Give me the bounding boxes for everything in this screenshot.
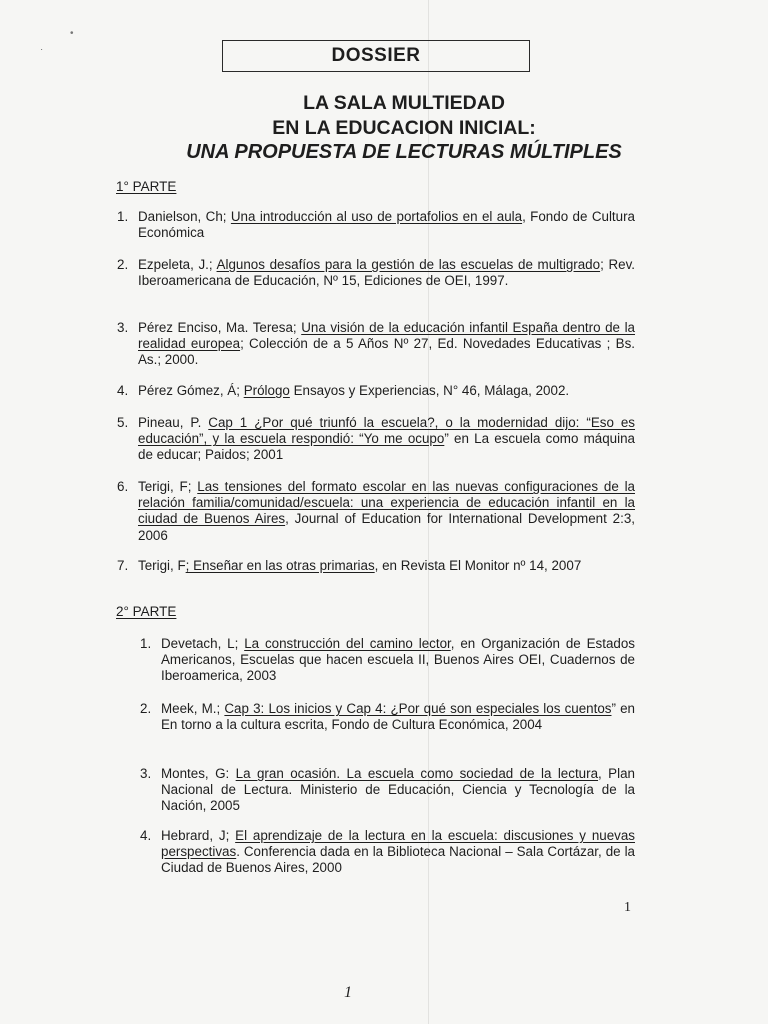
reference-text xyxy=(138,209,635,241)
reference-text xyxy=(138,479,635,544)
reference-details: , Journal of Education for International Development 2:3, 2006 xyxy=(138,511,636,543)
reference-title: Una introducción al uso de portafolios en el aula xyxy=(230,209,523,224)
item-number: 1. xyxy=(117,209,129,224)
reference-details: , Plan Nacional de Lectura. Ministerio de Educación, Ciencia y Tecnología de la Nación, 2005 xyxy=(161,766,635,814)
dossier-label: DOSSIER xyxy=(331,45,421,66)
reference-text xyxy=(138,558,635,574)
reference-text xyxy=(138,257,635,289)
reference-title: Cap 1 ¿Por qué triunfó la escuela?, o la modernidad dijo: “Eso es educación”, y la escuela respondió: “Yo me ocupo xyxy=(138,415,636,447)
reference-author: Hebrard, J; xyxy=(161,828,236,843)
subtitle: UNA PROPUESTA DE LECTURAS MÚLTIPLES xyxy=(186,141,622,163)
page-number: 1 xyxy=(624,900,631,915)
reference-author: Ezpeleta, J.; xyxy=(138,257,217,272)
reference-text xyxy=(138,415,635,464)
reference-details: , en Revista El Monitor nº 14, 2007 xyxy=(374,558,582,573)
title-line-2: EN LA EDUCACION INICIAL: xyxy=(272,117,536,139)
part-1-heading: 1° PARTE xyxy=(116,179,177,194)
reference-details: , en Organización de Estados Americanos, Escuelas que hacen escuela II, Buenos Aires OEI, Cuadernos de Iberoamerica, 2003 xyxy=(161,636,635,684)
item-number: 2. xyxy=(117,257,129,272)
reference-title: Algunos desafíos para la gestión de las escuelas de multigrado xyxy=(216,257,601,272)
scan-speck: • xyxy=(70,28,74,39)
item-number: 4. xyxy=(140,828,152,843)
reference-details: . Conferencia dada en la Biblioteca Nacional – Sala Cortázar, de la Ciudad de Buenos Aires, 2000 xyxy=(161,844,635,876)
reference-title: La construcción del camino lector xyxy=(244,636,451,651)
item-number: 2. xyxy=(140,701,152,716)
item-number: 3. xyxy=(117,320,129,335)
reference-details: ” en La escuela como máquina de educar; Paidos; 2001 xyxy=(138,431,635,463)
item-number: 3. xyxy=(140,766,152,781)
reference-details: , Fondo de Cultura Económica xyxy=(138,209,635,241)
reference-details: ; Colección de a 5 Años Nº 27, Ed. Novedades Educativas ; Bs. As.; 2000. xyxy=(138,336,635,368)
reference-author: Montes, G: xyxy=(161,766,236,781)
reference-details: ” en En torno a la cultura escrita, Fondo de Cultura Económica, 2004 xyxy=(161,701,635,733)
reference-author: Meek, M.; xyxy=(161,701,225,716)
reference-title: El aprendizaje de la lectura en la escuela: discusiones y nuevas perspectivas xyxy=(161,828,635,860)
reference-author: Devetach, L; xyxy=(161,636,245,651)
scan-speck: ⋅ xyxy=(40,45,44,56)
reference-details: Ensayos y Experiencias, N° 46, Málaga, 2002. xyxy=(289,383,570,398)
item-number: 7. xyxy=(117,558,129,573)
item-number: 5. xyxy=(117,415,129,430)
reference-author: Pineau, P. xyxy=(138,415,209,430)
reference-title: Cap 3: Los inicios y Cap 4: ¿Por qué son especiales los cuentos xyxy=(224,701,612,716)
reference-title: Una visión de la educación infantil España dentro de la realidad europea xyxy=(138,320,635,352)
reference-text xyxy=(161,828,635,877)
item-number: 6. xyxy=(117,479,129,494)
reference-author: Danielson, Ch; xyxy=(138,209,231,224)
reference-author: Pérez Gómez, Á; xyxy=(138,383,244,398)
reference-author: Pérez Enciso, Ma. Teresa; xyxy=(138,320,302,335)
reference-author: Terigi, F; xyxy=(138,479,198,494)
reference-title: La gran ocasión. La escuela como sociedad de la lectura xyxy=(235,766,599,781)
part-2-heading: 2° PARTE xyxy=(116,604,177,619)
reference-text xyxy=(138,320,635,369)
reference-text xyxy=(161,701,635,733)
reference-text xyxy=(161,766,635,815)
reference-text xyxy=(161,636,635,685)
reference-author: Terigi, F xyxy=(138,558,186,573)
reference-title: Prólogo xyxy=(243,383,290,398)
reference-title: Las tensiones del formato escolar en las nuevas configuraciones de la relación familia/comunidad/escuela: una experiencia de educación infantil en la ciudad de Buenos Aires xyxy=(138,479,635,527)
reference-details: ; Rev. Iberoamericana de Educación, Nº 15, Ediciones de OEI, 1997. xyxy=(138,257,635,289)
reference-text xyxy=(138,383,635,399)
dossier-box xyxy=(222,40,530,72)
item-number: 4. xyxy=(117,383,129,398)
item-number: 1. xyxy=(140,636,152,651)
title-line-1: LA SALA MULTIEDAD xyxy=(303,92,505,114)
reference-title: ; Enseñar en las otras primarias xyxy=(185,558,375,573)
handwritten-mark: 1 xyxy=(344,984,352,1001)
